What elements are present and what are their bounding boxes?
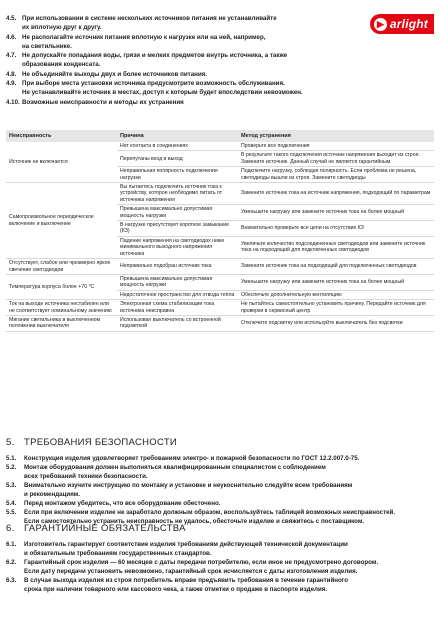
item-number	[6, 549, 24, 558]
fix-cell: Замените источник тока на подходящий для подключенных светодиодов	[238, 259, 434, 275]
cause-cell: В нагрузке присутствует короткое замыкание (КЗ)	[117, 221, 238, 237]
list-item	[6, 88, 386, 97]
item-number: 5.1.	[6, 455, 17, 462]
item-text: всех требований техники безопасности.	[24, 473, 148, 480]
fix-cell: Обеспечьте дополнительную вентиляцию	[238, 290, 434, 299]
list-item	[6, 60, 386, 69]
item-text: Не устанавливайте источник в местах, доступ к которым будет впоследствии невозможен.	[22, 89, 303, 97]
header-fault: Неисправность	[6, 130, 117, 142]
item-number: 6.2.	[6, 559, 17, 566]
cause-cell: Электронная схема стабилизации тока источника неисправна	[117, 300, 238, 316]
header-fix: Метод устранения	[238, 130, 434, 142]
list-item	[6, 42, 386, 51]
item-text: В случае выхода изделия из строя потребитель вправе предъявить требования в течение гарантийного	[24, 577, 349, 584]
item-text: Внимательно изучите инструкцию по монтажу и установке и неукоснительно следуйте всем требованиям	[24, 482, 353, 489]
section-items	[6, 454, 434, 526]
item-text: их вплотную друг к другу.	[22, 24, 102, 32]
list-item	[6, 70, 386, 79]
item-number	[6, 585, 24, 594]
item-number	[6, 490, 24, 499]
cause-cell: Превышена максимально допустимая мощность нагрузки	[117, 205, 238, 221]
logo-mark-icon: ▶	[374, 18, 387, 31]
list-item	[6, 481, 434, 490]
fault-cell: Отсутствует, слабое или чрезмерно яркое свечение светодиодов	[6, 259, 117, 275]
list-item	[6, 23, 386, 32]
list-item	[6, 79, 386, 88]
cause-cell: Неправильно подобран источник тока	[117, 259, 238, 275]
item-number	[6, 60, 22, 69]
fix-cell: Внимательно проверьте все цепи на отсутствие КЗ	[238, 221, 434, 237]
item-number: 6.1.	[6, 541, 17, 548]
list-item	[6, 585, 434, 594]
table-row	[6, 183, 434, 205]
fix-cell: Отключите подсветку или используйте выключатель без подсветки	[238, 315, 434, 331]
list-item	[6, 567, 434, 576]
list-item	[6, 51, 386, 60]
item-text: Гарантийный срок изделия — 60 месяцев с даты передачи потребителю, если иное не предусмотрено договором.	[24, 559, 379, 566]
item-text: Изготовитель гарантирует соответствие изделия требованиям действующей технической документации	[24, 541, 348, 548]
fix-cell: Проверьте все подключения	[238, 142, 434, 151]
item-number: 5.4.	[6, 500, 17, 507]
cause-cell: Нет контакта в соединениях	[117, 142, 238, 151]
item-text: Не располагайте источник питания вплотную к нагрузке или на ней, например,	[22, 33, 266, 41]
list-item	[6, 490, 434, 499]
list-item	[6, 14, 386, 23]
table-row	[6, 315, 434, 331]
list-item	[6, 454, 434, 463]
item-text: Перед монтажом убедитесь, что все оборудование обесточено.	[24, 500, 221, 507]
fix-cell: Подключите нагрузку, соблюдая полярность. Если проблема не решена, светодиоды вышли из строя. Замените светодиоды	[238, 167, 434, 183]
fault-cell: Самопроизвольное периодическое включение и выключение	[6, 183, 117, 259]
item-text: Если при включении изделие не заработало должным образом, воспользуйтесь таблицей возможных неисправностей.	[24, 509, 396, 516]
item-number: 4.5.	[6, 15, 17, 22]
list-item	[6, 540, 434, 549]
item-number: 5.5.	[6, 509, 17, 516]
list-item	[6, 463, 434, 472]
section-warranty	[6, 523, 434, 594]
section-number: 5.	[6, 437, 15, 448]
section-heading	[6, 437, 434, 448]
header-cause: Причина	[117, 130, 238, 142]
table-row	[6, 300, 434, 316]
fault-cell: Температура корпуса более +70 °C	[6, 274, 117, 299]
item-number	[6, 472, 24, 481]
item-number: 5.2.	[6, 464, 17, 471]
table-row	[6, 259, 434, 275]
item-number: 4.8.	[6, 70, 17, 78]
list-item	[6, 33, 386, 42]
list-item	[6, 98, 386, 107]
section-safety	[6, 437, 434, 526]
cause-cell: Недостаточное пространство для отвода тепла	[117, 290, 238, 299]
fix-cell: Замените источник тока на источник напряжения, подходящий по параметрам	[238, 183, 434, 205]
item-text: образования конденсата.	[22, 61, 101, 69]
cause-cell: Вы пытаетесь подключить источник тока к устройству, которое необходимо питать от источника напряжения	[117, 183, 238, 205]
item-text: Не объединяйте выходы двух и более источников питания.	[22, 70, 208, 78]
section-items	[6, 540, 434, 594]
item-text: на светильнике.	[22, 42, 72, 50]
item-number	[6, 567, 24, 576]
list-item	[6, 576, 434, 585]
item-text: срока при наличии товарного или кассового чека, а также отметки о продаже в паспорте изделия.	[24, 586, 328, 593]
fault-cell: Мигание светильника в выключенном положении выключателя	[6, 315, 117, 331]
table-row	[6, 142, 434, 151]
section-heading	[6, 523, 434, 534]
item-number	[6, 88, 22, 97]
item-text: При использовании в системе нескольких источников питания не устанавливайте	[22, 15, 277, 22]
item-number: 6.3.	[6, 577, 17, 584]
fault-cell: Ток на выходе источника нестабилен или не соответствует номинальному значению	[6, 300, 117, 316]
item-text: Если самостоятельно устранить неисправность не удалось, обесточьте изделие и свяжитесь с поставщиком.	[24, 518, 365, 525]
item-text: Возможные неисправности и методы их устранения	[22, 98, 184, 106]
fix-cell: В результате такого подключения источник напряжения выходит из строя. Замените источник. Данный случай не является гарантийным	[238, 151, 434, 167]
cause-cell: Падение напряжения на светодиодах ниже минимального выходного напряжения источника	[117, 236, 238, 258]
item-text: и рекомендациям.	[24, 491, 81, 498]
list-item	[6, 499, 434, 508]
cause-cell: Превышена максимально допустимая мощность нагрузки	[117, 274, 238, 290]
cause-cell: Использован выключатель со встроенной подсветкой	[117, 315, 238, 331]
item-number: 4.10.	[6, 98, 20, 106]
fix-cell: Уменьшите нагрузку или замените источник тока на более мощный	[238, 274, 434, 290]
precautions-list	[6, 14, 386, 107]
item-number: 5.3.	[6, 482, 17, 489]
list-item	[6, 549, 434, 558]
list-item	[6, 508, 434, 517]
item-number: 4.6.	[6, 33, 17, 41]
item-number: 4.9.	[6, 80, 17, 88]
item-text: При выборе места установки источника предусмотрите возможность обслуживания.	[22, 80, 285, 88]
item-text: и обязательным требованиям государственных стандартов.	[24, 550, 212, 557]
table-header-row	[6, 130, 434, 142]
cause-cell: Неправильная полярность подключения нагрузки	[117, 167, 238, 183]
fix-cell: Не пытайтесь самостоятельно установить причину. Передайте источник для проверки в сервисный центр	[238, 300, 434, 316]
table-row	[6, 274, 434, 290]
item-number: 4.7.	[6, 52, 17, 60]
cause-cell: Перепутаны вход и выход	[117, 151, 238, 167]
item-text: Не допускайте попадания воды, грязи и мелких предметов внутрь источника, а также	[22, 52, 288, 60]
section-title: ТРЕБОВАНИЯ БЕЗОПАСНОСТИ	[24, 437, 178, 448]
section-title: ГАРАНТИЙНЫЕ ОБЯЗАТЕЛЬСТВА	[24, 523, 186, 534]
troubleshooting-table	[6, 130, 434, 332]
item-number	[6, 23, 22, 32]
fix-cell: Уменьшите нагрузку или замените источник тока на более мощный	[238, 205, 434, 221]
item-text: Если дату передачи установить невозможно, гарантийный срок исчисляется с даты изготовления изделия.	[24, 568, 358, 575]
fault-cell: Источник не включается	[6, 142, 117, 183]
item-text: Монтаж оборудования должен выполняться квалифицированным специалистом с соблюдением	[24, 464, 326, 471]
fix-cell: Увеличьте количество подсоединенных светодиодов или замените источник тока на подходящий для подключенных светодиодов	[238, 236, 434, 258]
item-text: Конструкция изделия удовлетворяет требованиям электро- и пожарной безопасности по ГОСТ 12.2.007.0-75.	[24, 455, 360, 462]
list-item	[6, 558, 434, 567]
section-number: 6.	[6, 523, 15, 534]
logo-text: arlight	[389, 17, 428, 31]
item-number	[6, 42, 22, 51]
list-item	[6, 472, 434, 481]
